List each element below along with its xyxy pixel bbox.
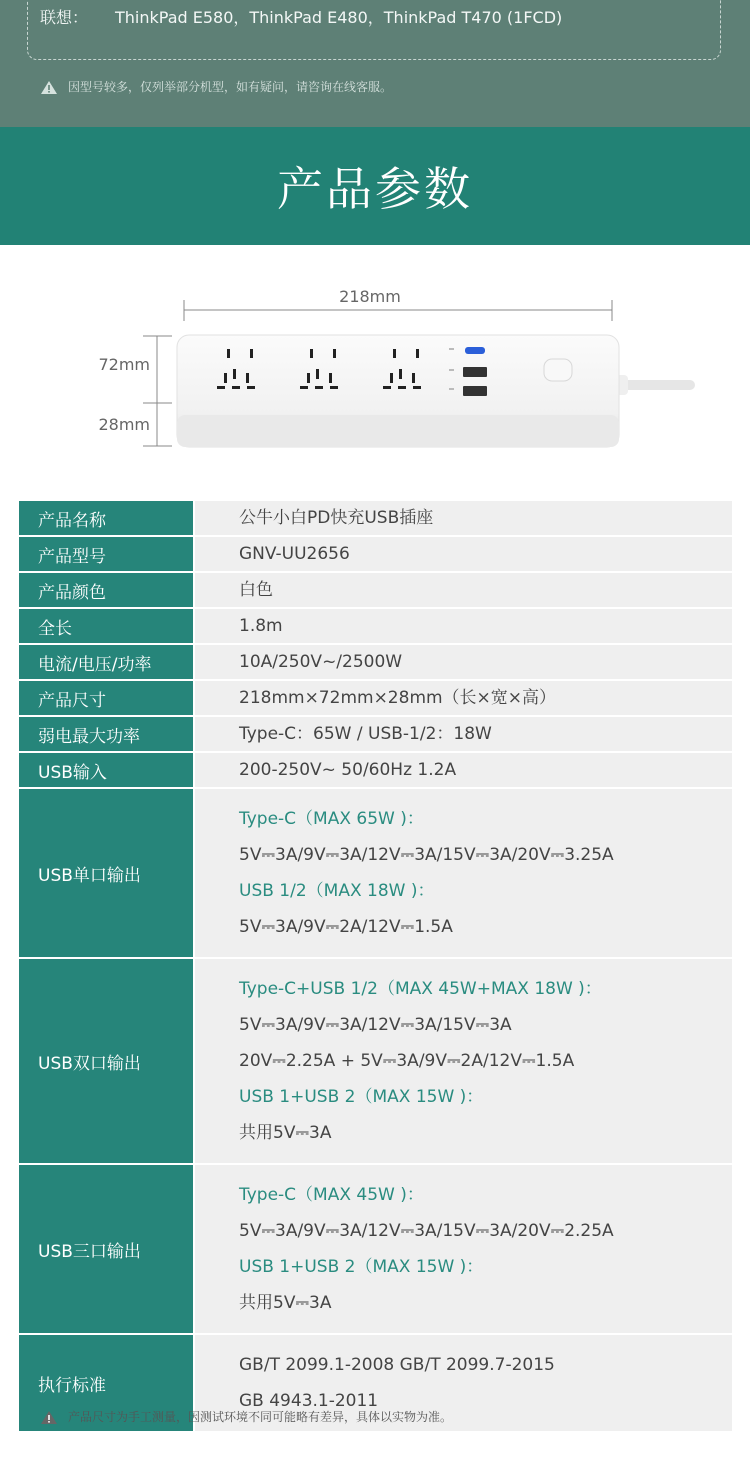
spec-key: 电流/电压/功率 [19, 645, 195, 681]
power-strip-illustration [0, 245, 750, 500]
spec-value-heading: Type-C+USB 1/2（MAX 45W+MAX 18W )： [239, 979, 602, 999]
height-dimension-label: 72mm [98, 355, 150, 374]
spec-value-line: 共用5V⎓3A [239, 1123, 332, 1143]
spec-value-heading: USB 1+USB 2（MAX 15W )： [239, 1257, 484, 1277]
warning-icon [40, 80, 58, 95]
spec-value-heading: USB 1+USB 2（MAX 15W )： [239, 1087, 484, 1107]
spec-value [195, 645, 732, 681]
spec-key: USB双口输出 [19, 959, 195, 1165]
spec-value [195, 1165, 732, 1335]
spec-value-line: 共用5V⎓3A [239, 1293, 332, 1313]
spec-key: 产品型号 [19, 537, 195, 573]
depth-dimension-label: 28mm [98, 415, 150, 434]
spec-value [195, 753, 732, 789]
spec-key: 产品名称 [19, 501, 195, 537]
footer-note-text: 产品尺寸为手工测量，因测试环境不同可能略有差异，具体以实物为准。 [68, 1410, 453, 1424]
spec-value [195, 501, 732, 537]
spec-value-line: 5V⎓3A/9V⎓3A/12V⎓3A/15V⎓3A/20V⎓3.25A [239, 845, 614, 865]
spec-row [19, 681, 732, 717]
compatibility-section [0, 0, 750, 127]
spec-value [195, 609, 732, 645]
compatibility-note-text: 因型号较多，仅列举部分机型，如有疑问，请咨询在线客服。 [68, 80, 393, 94]
spec-key: 全长 [19, 609, 195, 645]
spec-value [195, 959, 732, 1165]
spec-value-heading: Type-C（MAX 45W )： [239, 1185, 424, 1205]
spec-value [195, 681, 732, 717]
spec-value-line: Type-C：65W / USB-1/2：18W [239, 724, 492, 744]
spec-value-line: GB 4943.1-2011 [239, 1391, 379, 1411]
spec-value-heading: Type-C（MAX 65W )： [239, 809, 424, 829]
spec-row [19, 537, 732, 573]
product-dimension-diagram [0, 245, 750, 500]
spec-value-line: 白色 [239, 580, 273, 600]
spec-row [19, 789, 732, 959]
spec-key: 产品尺寸 [19, 681, 195, 717]
spec-value-line: GNV-UU2656 [239, 544, 350, 564]
brand-label: 联想： [40, 8, 89, 27]
warning-icon [40, 1410, 58, 1425]
spec-value [195, 573, 732, 609]
spec-row [19, 753, 732, 789]
spec-row [19, 1165, 732, 1335]
spec-value-line: 1.8m [239, 616, 283, 636]
spec-row [19, 573, 732, 609]
spec-key: USB输入 [19, 753, 195, 789]
spec-value-line: 20V⎓2.25A + 5V⎓3A/9V⎓2A/12V⎓1.5A [239, 1051, 575, 1071]
spec-key: 弱电最大功率 [19, 717, 195, 753]
spec-value-line: 10A/250V~/2500W [239, 652, 403, 672]
spec-row [19, 717, 732, 753]
compatible-models: ThinkPad E580，ThinkPad E480，ThinkPad T470 (1FCD) [115, 8, 563, 27]
spec-key: USB单口输出 [19, 789, 195, 959]
width-dimension-label: 218mm [339, 287, 401, 306]
spec-key: 执行标准 [19, 1335, 195, 1433]
spec-value-line: GB/T 2099.1-2008 GB/T 2099.7-2015 [239, 1355, 555, 1375]
spec-value [195, 537, 732, 573]
spec-value-line: 5V⎓3A/9V⎓3A/12V⎓3A/15V⎓3A [239, 1015, 512, 1035]
compatibility-note [40, 78, 392, 95]
spec-key: 产品颜色 [19, 573, 195, 609]
spec-value [195, 717, 732, 753]
spec-row [19, 609, 732, 645]
spec-value-line: 5V⎓3A/9V⎓2A/12V⎓1.5A [239, 917, 453, 937]
section-title: 产品参数 [277, 162, 473, 216]
spec-value [195, 789, 732, 959]
spec-value-line: 218mm×72mm×28mm（长×宽×高） [239, 688, 557, 708]
spec-key: USB三口输出 [19, 1165, 195, 1335]
spec-value-line: 200-250V~ 50/60Hz 1.2A [239, 760, 457, 780]
section-heading [0, 127, 750, 245]
spec-row [19, 501, 732, 537]
spec-row [19, 959, 732, 1165]
spec-value-line: 公牛小白PD快充USB插座 [239, 508, 434, 528]
spec-row [19, 645, 732, 681]
specification-table [19, 501, 732, 1433]
spec-value-line: 5V⎓3A/9V⎓3A/12V⎓3A/15V⎓3A/20V⎓2.25A [239, 1221, 614, 1241]
spec-value-heading: USB 1/2（MAX 18W )： [239, 881, 435, 901]
footer-note [40, 1408, 452, 1425]
